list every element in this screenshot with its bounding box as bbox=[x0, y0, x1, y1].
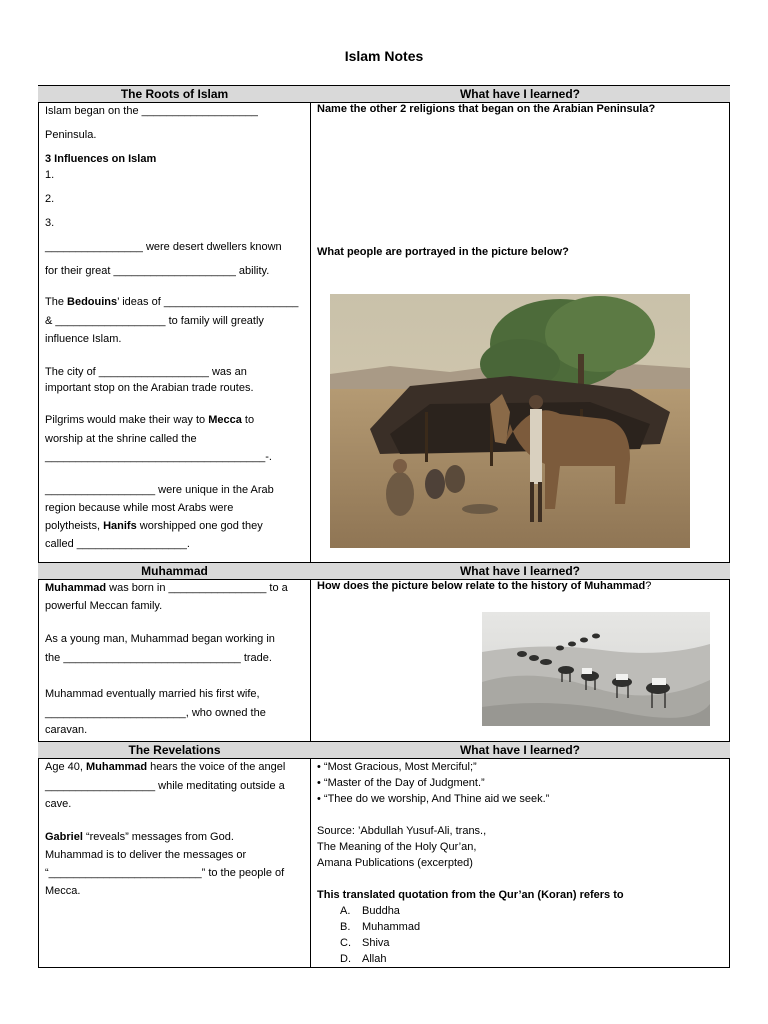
text-run: polytheists, bbox=[45, 520, 104, 532]
notes-line: __________________ were unique in the Arab bbox=[45, 484, 274, 496]
answer-option bbox=[340, 935, 727, 951]
quran-quote-block bbox=[317, 759, 727, 967]
text-run: Pilgrims would make their way to bbox=[45, 414, 209, 426]
notes-line: & __________________ to family will greatly bbox=[45, 315, 264, 327]
notes-line: Muhammad is to deliver the messages or bbox=[45, 849, 247, 861]
answer-option bbox=[340, 919, 727, 935]
notes-line: influence Islam. bbox=[45, 333, 122, 345]
notes-line bbox=[45, 518, 307, 534]
notes-line: Islam began on the ___________________ bbox=[45, 105, 258, 117]
text-run: hears the voice of the angel bbox=[147, 761, 286, 773]
notes-line: __________________ while meditating outside a bbox=[45, 780, 285, 792]
notes-line: “_________________________” to the people of bbox=[45, 867, 285, 879]
option-letter: A. bbox=[340, 905, 351, 917]
option-letter: D. bbox=[340, 953, 351, 965]
option-letter: C. bbox=[340, 937, 351, 949]
notes-line: _______________________, who owned the bbox=[45, 707, 266, 719]
notes-line: ____________________________________-. bbox=[45, 451, 272, 463]
answer-options bbox=[317, 903, 727, 967]
notes-line: powerful Meccan family. bbox=[45, 600, 163, 612]
source-line: Amana Publications (excerpted) bbox=[317, 857, 473, 869]
option-text: Allah bbox=[362, 953, 387, 965]
notes-line bbox=[45, 829, 307, 845]
term-mecca: Mecca bbox=[208, 414, 242, 426]
quote-line: • “Thee do we worship, And Thine aid we seek.” bbox=[317, 793, 550, 805]
notes-line: Mecca. bbox=[45, 885, 81, 897]
source-line: The Meaning of the Holy Qur’an, bbox=[317, 841, 477, 853]
header-muhammad: Muhammad bbox=[38, 562, 311, 580]
text-run: ? bbox=[645, 580, 652, 592]
notes-line: cave. bbox=[45, 798, 72, 810]
text-run: The bbox=[45, 296, 68, 308]
notes-line: The city of __________________ was an bbox=[45, 366, 247, 378]
quote-line: • “Most Gracious, Most Merciful;” bbox=[317, 761, 477, 773]
term-muhammad: Muhammad bbox=[45, 582, 107, 594]
source-line: Source: ’Abdullah Yusuf-Ali, trans., bbox=[317, 825, 487, 837]
text-run: “reveals” messages from God. bbox=[82, 831, 234, 843]
notes-line: called __________________. bbox=[45, 538, 190, 550]
text-run: How does the picture below relate to the history of bbox=[317, 580, 585, 592]
notes-line: for their great ____________________ ability. bbox=[45, 265, 270, 277]
notes-line bbox=[45, 412, 307, 428]
camel-caravan-photo bbox=[482, 612, 710, 726]
option-text: Muhammad bbox=[362, 921, 421, 933]
answer-option bbox=[340, 903, 727, 919]
notes-line: the _____________________________ trade. bbox=[45, 652, 272, 664]
page-title: Islam Notes bbox=[344, 48, 424, 64]
column-divider bbox=[310, 85, 311, 968]
term-muhammad: Muhammad bbox=[584, 580, 646, 592]
answer-option bbox=[340, 951, 727, 967]
notes-line: region because while most Arabs were bbox=[45, 502, 234, 514]
text-run: to bbox=[241, 414, 255, 426]
header-what-have-i-learned-2: What have I learned? bbox=[310, 562, 730, 580]
notes-line bbox=[45, 759, 307, 775]
term-muhammad: Muhammad bbox=[85, 761, 148, 773]
notes-line bbox=[45, 294, 307, 310]
question-picture-relation bbox=[317, 580, 727, 592]
quote-line: • “Master of the Day of Judgment.” bbox=[317, 777, 485, 789]
header-what-have-i-learned-3: What have I learned? bbox=[310, 741, 730, 759]
roots-notes bbox=[45, 103, 307, 552]
muhammad-notes bbox=[45, 580, 307, 738]
blank-number: 2. bbox=[45, 193, 55, 205]
notes-line: As a young man, Muhammad began working in bbox=[45, 633, 275, 645]
option-text: Buddha bbox=[362, 905, 400, 917]
header-what-have-i-learned-1: What have I learned? bbox=[310, 85, 730, 103]
term-bedouins: Bedouins bbox=[67, 296, 118, 308]
question-other-religions: Name the other 2 religions that began on the Arabian Peninsula? bbox=[317, 103, 656, 115]
header-revelations: The Revelations bbox=[38, 741, 311, 759]
notes-line: ________________ were desert dwellers known bbox=[45, 241, 282, 253]
question-people-portrayed: What people are portrayed in the picture below? bbox=[317, 246, 569, 258]
notes-line: important stop on the Arabian trade routes. bbox=[45, 382, 254, 394]
blank-number: 3. bbox=[45, 217, 55, 229]
notes-line: worship at the shrine called the bbox=[45, 433, 197, 445]
term-hanifs: Hanifs bbox=[103, 520, 137, 532]
notes-line: Peninsula. bbox=[45, 129, 97, 141]
notes-line: Muhammad eventually married his first wife, bbox=[45, 688, 260, 700]
option-text: Shiva bbox=[362, 937, 390, 949]
text-run: ’ ideas of ______________________ bbox=[117, 296, 299, 308]
revelations-notes bbox=[45, 759, 307, 899]
notes-line bbox=[45, 580, 307, 596]
text-run: worshipped one god they bbox=[136, 520, 263, 532]
text-run: was born in ________________ to a bbox=[106, 582, 288, 594]
notes-line: caravan. bbox=[45, 724, 88, 736]
influences-heading: 3 Influences on Islam bbox=[45, 153, 157, 165]
text-run: Age 40, bbox=[45, 761, 86, 773]
term-gabriel: Gabriel bbox=[45, 831, 83, 843]
header-roots-of-islam: The Roots of Islam bbox=[38, 85, 311, 103]
option-letter: B. bbox=[340, 921, 351, 933]
bedouin-camp-photo bbox=[330, 294, 690, 548]
blank-number: 1. bbox=[45, 169, 55, 181]
quiz-question: This translated quotation from the Qur’an (Koran) refers to bbox=[317, 889, 624, 901]
